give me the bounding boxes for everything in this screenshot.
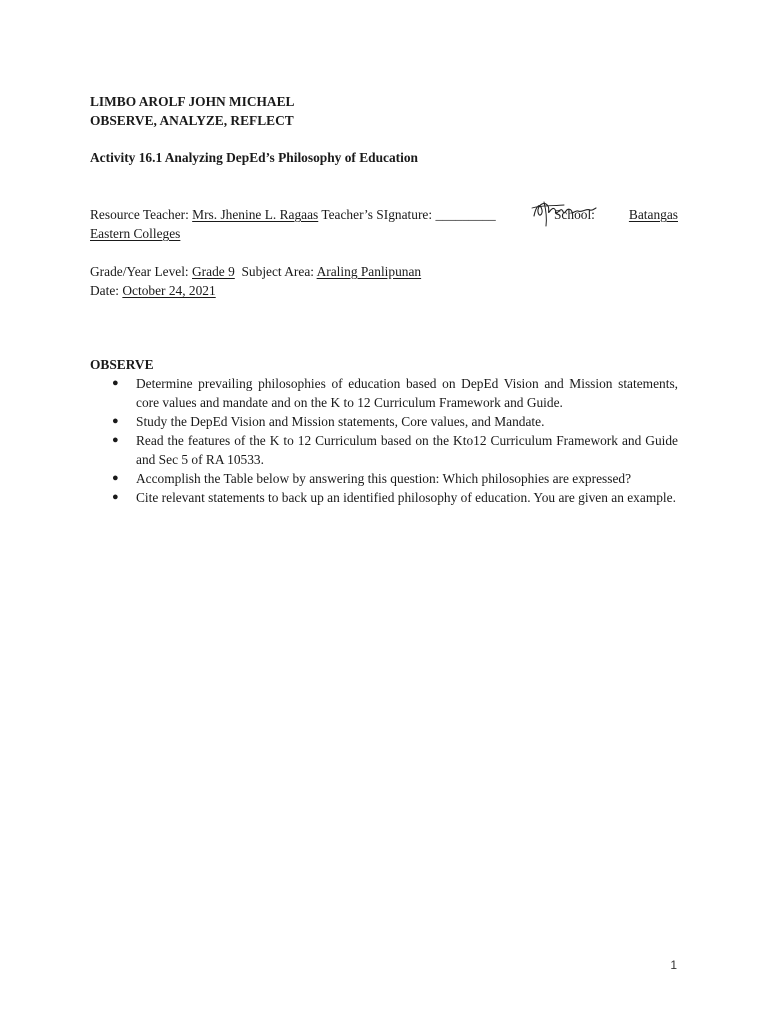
resource-teacher-value: Mrs. Jhenine L. Ragaas — [192, 207, 319, 222]
list-item-text: Cite relevant statements to back up an identified philosophy of education. You are given an example. — [136, 490, 676, 505]
subject-value: Araling Panlipunan — [316, 264, 422, 279]
student-name: LIMBO AROLF JOHN MICHAEL — [90, 94, 295, 109]
date-value: October 24, 2021 — [122, 283, 216, 298]
activity-title: Activity 16.1 Analyzing DepEd’s Philosophy of Education — [90, 150, 418, 165]
list-item — [112, 412, 678, 431]
subject-label: Subject Area: — [234, 264, 317, 279]
bullet-icon: ● — [112, 434, 119, 446]
page-number: 1 — [670, 958, 677, 972]
observe-list — [112, 374, 678, 507]
signature-blank: _________ — [435, 207, 496, 222]
list-item-text: Read the features of the K to 12 Curriculum based on the Kto12 Curriculum Framework and Guide and Sec 5 of RA 10533. — [136, 433, 678, 467]
bullet-icon: ● — [112, 491, 119, 503]
date-label: Date: — [90, 283, 123, 298]
list-item — [112, 431, 678, 469]
grade-subject-line — [90, 262, 421, 281]
list-item-text: Accomplish the Table below by answering this question: Which philosophies are expressed? — [136, 471, 632, 486]
signature-label: Teacher’s SIgnature: — [318, 207, 436, 222]
bullet-icon: ● — [112, 472, 119, 484]
list-item — [112, 488, 678, 507]
school-label: School: — [553, 207, 595, 222]
bullet-icon: ● — [112, 415, 119, 427]
document-subtitle: OBSERVE, ANALYZE, REFLECT — [90, 113, 294, 128]
observe-heading: OBSERVE — [90, 357, 154, 372]
resource-teacher-group — [90, 205, 496, 224]
list-item-text: Study the DepEd Vision and Mission statements, Core values, and Mandate. — [136, 414, 545, 429]
resource-teacher-label: Resource Teacher: — [90, 207, 193, 222]
list-item — [112, 469, 678, 488]
school-value-part1: Batangas — [628, 207, 678, 222]
school-value-part2: Eastern Colleges — [90, 226, 181, 241]
grade-label: Grade/Year Level: — [90, 264, 193, 279]
grade-value: Grade 9 — [192, 264, 235, 279]
bullet-icon: ● — [112, 377, 119, 389]
school-value-line2 — [90, 224, 180, 243]
date-line — [90, 281, 216, 300]
signature-image — [530, 196, 598, 228]
list-item-text: Determine prevailing philosophies of education based on DepEd Vision and Mission statements, core values and mandate and on the K to 12 Curriculum Framework and Guide. — [136, 376, 678, 410]
list-item — [112, 374, 678, 412]
